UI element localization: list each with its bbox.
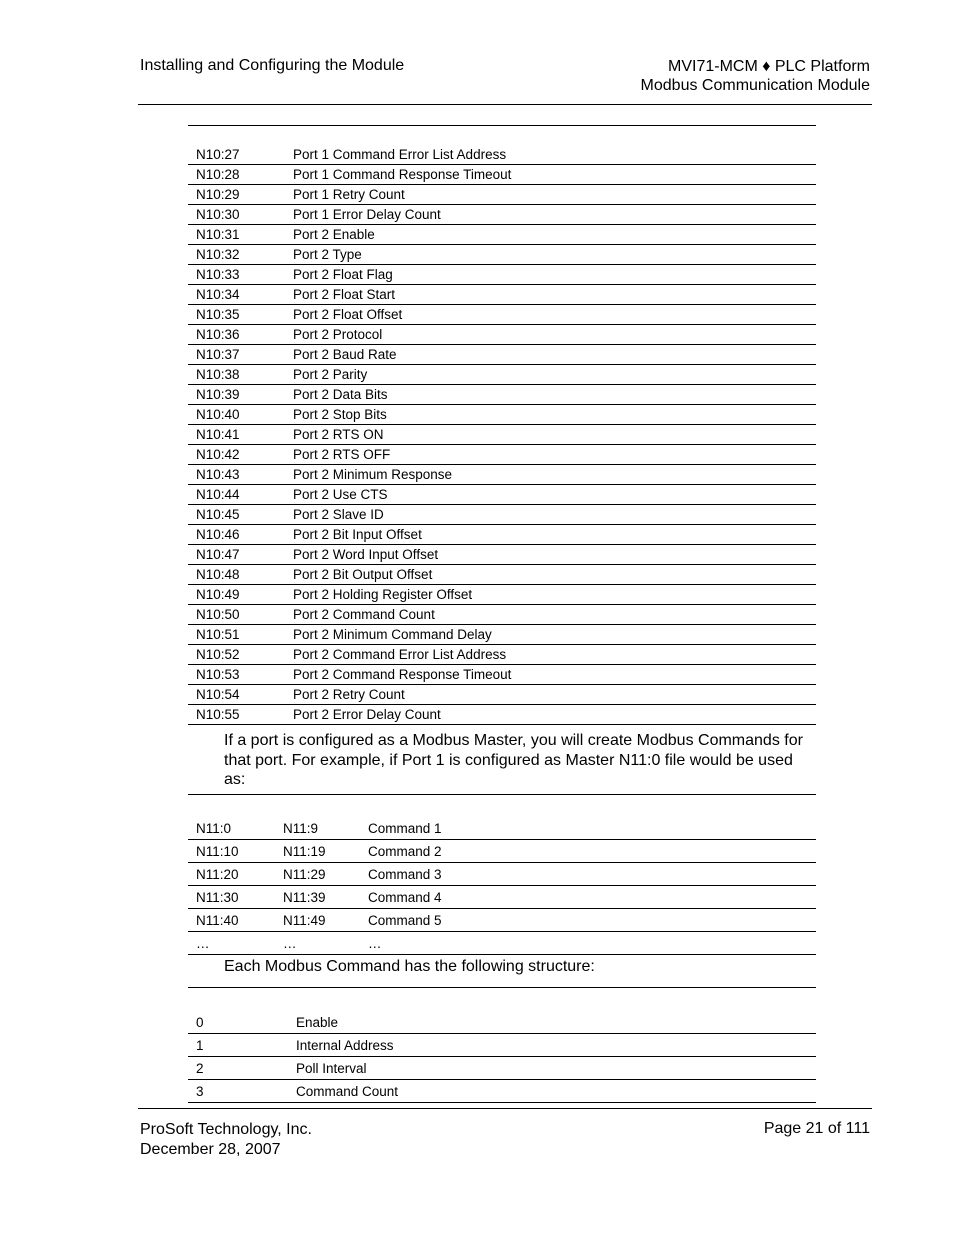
table-row (188, 1057, 816, 1080)
register-address-cell: N10:31 (188, 225, 285, 245)
register-address-cell: N10:39 (188, 385, 285, 405)
word-offset-cell: 0 (188, 1011, 288, 1034)
register-address-cell: N10:44 (188, 485, 285, 505)
table-row (188, 445, 816, 465)
table-row (188, 565, 816, 585)
register-address-cell: N10:37 (188, 345, 285, 365)
table-row (188, 385, 816, 405)
register-address-cell: N10:54 (188, 685, 285, 705)
register-address-cell: N10:35 (188, 305, 285, 325)
register-description-cell: Port 2 Baud Rate (285, 345, 816, 365)
table-row (188, 1034, 816, 1057)
field-description-cell: Poll Interval (288, 1057, 816, 1080)
table-row (188, 840, 816, 863)
register-address-cell: N10:53 (188, 665, 285, 685)
command-label-cell: … (360, 932, 816, 955)
table-row (188, 625, 816, 645)
table-row (188, 245, 816, 265)
end-address-cell: N11:9 (275, 817, 360, 840)
start-address-cell: N11:10 (188, 840, 275, 863)
table-row (188, 886, 816, 909)
table-row (188, 863, 816, 886)
register-description-cell: Port 1 Command Response Timeout (285, 165, 816, 185)
register-description-cell: Port 1 Error Delay Count (285, 205, 816, 225)
register-description-cell: Port 2 Minimum Response (285, 465, 816, 485)
table-row (188, 305, 816, 325)
register-address-cell: N10:34 (188, 285, 285, 305)
register-description-cell: Port 1 Retry Count (285, 185, 816, 205)
table-row (188, 325, 816, 345)
field-description-cell: Command Count (288, 1080, 816, 1103)
config-register-table-body (188, 145, 816, 725)
register-address-cell: N10:40 (188, 405, 285, 425)
command-label-cell: Command 5 (360, 909, 816, 932)
master-commands-paragraph: If a port is configured as a Modbus Master, you will create Modbus Commands for that port. For example, if Port 1 is configured as Master N11:0 file would be used as: (224, 732, 803, 788)
register-description-cell: Port 2 Protocol (285, 325, 816, 345)
start-address-cell: N11:30 (188, 886, 275, 909)
register-address-cell: N10:48 (188, 565, 285, 585)
command-file-table (188, 817, 816, 955)
config-register-table (188, 145, 816, 725)
register-address-cell: N10:51 (188, 625, 285, 645)
table-row (188, 817, 816, 840)
register-address-cell: N10:42 (188, 445, 285, 465)
end-address-cell: N11:39 (275, 886, 360, 909)
register-address-cell: N10:30 (188, 205, 285, 225)
register-description-cell: Port 2 Data Bits (285, 385, 816, 405)
register-description-cell: Port 2 Bit Input Offset (285, 525, 816, 545)
table-row (188, 405, 816, 425)
start-address-cell: N11:0 (188, 817, 275, 840)
register-description-cell: Port 1 Command Error List Address (285, 145, 816, 165)
table-row (188, 685, 816, 705)
end-address-cell: … (275, 932, 360, 955)
register-description-cell: Port 2 Enable (285, 225, 816, 245)
footer-left (140, 1120, 312, 1159)
register-description-cell: Port 2 Float Flag (285, 265, 816, 285)
table-row (188, 505, 816, 525)
footer-rule (138, 1108, 872, 1109)
table-row (188, 345, 816, 365)
word-offset-cell: 1 (188, 1034, 288, 1057)
table-row (188, 165, 816, 185)
header-product-line1: MVI71-MCM ♦ PLC Platform (668, 58, 870, 75)
table-row (188, 465, 816, 485)
register-address-cell: N10:55 (188, 705, 285, 725)
register-description-cell: Port 2 Error Delay Count (285, 705, 816, 725)
table-row (188, 285, 816, 305)
register-address-cell: N10:33 (188, 265, 285, 285)
field-description-cell: Internal Address (288, 1034, 816, 1057)
register-address-cell: N10:46 (188, 525, 285, 545)
register-address-cell: N10:27 (188, 145, 285, 165)
header-rule (138, 104, 872, 105)
table-row (188, 485, 816, 505)
header-section-title: Installing and Configuring the Module (140, 57, 405, 74)
header-product-line2: Modbus Communication Module (640, 77, 870, 94)
table-row (188, 205, 816, 225)
register-description-cell: Port 2 Float Start (285, 285, 816, 305)
footer-company: ProSoft Technology, Inc. (140, 1121, 312, 1138)
start-address-cell: … (188, 932, 275, 955)
register-address-cell: N10:28 (188, 165, 285, 185)
header-product (641, 57, 870, 95)
footer-date: December 28, 2007 (140, 1140, 281, 1158)
command-file-table-body (188, 817, 816, 955)
command-label-cell: Command 3 (360, 863, 816, 886)
table-row (188, 225, 816, 245)
table-row (188, 705, 816, 725)
register-description-cell: Port 2 Command Error List Address (285, 645, 816, 665)
command-structure-table-body (188, 1011, 816, 1103)
register-address-cell: N10:47 (188, 545, 285, 565)
table-row (188, 145, 816, 165)
end-address-cell: N11:49 (275, 909, 360, 932)
register-description-cell: Port 2 Type (285, 245, 816, 265)
register-address-cell: N10:52 (188, 645, 285, 665)
table-row (188, 645, 816, 665)
register-address-cell: N10:41 (188, 425, 285, 445)
register-address-cell: N10:29 (188, 185, 285, 205)
command-structure-paragraph: Each Modbus Command has the following structure: (224, 958, 595, 975)
table-row (188, 1080, 816, 1103)
start-address-cell: N11:20 (188, 863, 275, 886)
register-description-cell: Port 2 Command Count (285, 605, 816, 625)
field-description-cell: Enable (288, 1011, 816, 1034)
register-description-cell: Port 2 Holding Register Offset (285, 585, 816, 605)
table-row (188, 909, 816, 932)
register-description-cell: Port 2 Parity (285, 365, 816, 385)
register-description-cell: Port 2 RTS OFF (285, 445, 816, 465)
register-description-cell: Port 2 Command Response Timeout (285, 665, 816, 685)
start-address-cell: N11:40 (188, 909, 275, 932)
register-description-cell: Port 2 Slave ID (285, 505, 816, 525)
register-description-cell: Port 2 RTS ON (285, 425, 816, 445)
table-row (188, 932, 816, 955)
command-label-cell: Command 4 (360, 886, 816, 909)
table1-top-rule (188, 125, 816, 126)
table-row (188, 525, 816, 545)
end-address-cell: N11:19 (275, 840, 360, 863)
register-address-cell: N10:49 (188, 585, 285, 605)
table-row (188, 185, 816, 205)
register-address-cell: N10:32 (188, 245, 285, 265)
command-structure-table (188, 1011, 816, 1103)
table-row (188, 425, 816, 445)
table3-top-rule (188, 987, 816, 988)
register-address-cell: N10:36 (188, 325, 285, 345)
register-address-cell: N10:50 (188, 605, 285, 625)
table-row (188, 1011, 816, 1034)
register-description-cell: Port 2 Word Input Offset (285, 545, 816, 565)
register-address-cell: N10:38 (188, 365, 285, 385)
table-row (188, 265, 816, 285)
register-description-cell: Port 2 Stop Bits (285, 405, 816, 425)
register-description-cell: Port 2 Bit Output Offset (285, 565, 816, 585)
table-row (188, 365, 816, 385)
end-address-cell: N11:29 (275, 863, 360, 886)
command-label-cell: Command 1 (360, 817, 816, 840)
word-offset-cell: 2 (188, 1057, 288, 1080)
register-description-cell: Port 2 Minimum Command Delay (285, 625, 816, 645)
table-row (188, 665, 816, 685)
register-description-cell: Port 2 Retry Count (285, 685, 816, 705)
register-address-cell: N10:45 (188, 505, 285, 525)
footer-page-number: Page 21 of 111 (763, 1120, 870, 1137)
command-label-cell: Command 2 (360, 840, 816, 863)
register-description-cell: Port 2 Float Offset (285, 305, 816, 325)
table-row (188, 605, 816, 625)
table-row (188, 545, 816, 565)
table-row (188, 585, 816, 605)
register-address-cell: N10:43 (188, 465, 285, 485)
word-offset-cell: 3 (188, 1080, 288, 1103)
register-description-cell: Port 2 Use CTS (285, 485, 816, 505)
table2-top-rule (188, 794, 816, 795)
